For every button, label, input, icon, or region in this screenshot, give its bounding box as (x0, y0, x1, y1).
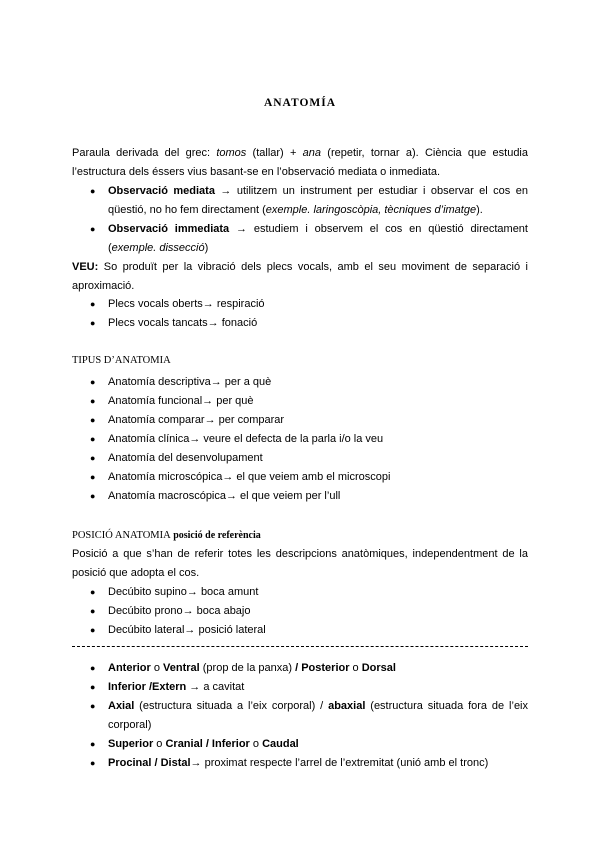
desc: o (150, 662, 164, 674)
page-title: ANATOMÍA (263, 97, 337, 109)
item-text: Anatomía del desenvolupament (108, 452, 263, 464)
list-item (72, 659, 528, 678)
bullet-icon: ● (90, 453, 96, 463)
bullet-icon: ● (90, 625, 96, 635)
list-item (72, 449, 528, 468)
desc-end: ) (204, 242, 209, 254)
list-item (72, 220, 528, 258)
term: / Posterior (295, 662, 350, 674)
term: Superior (108, 738, 154, 750)
intro-ana: ana (302, 147, 322, 159)
example: exemple. dissecció (111, 242, 205, 254)
bullet-icon: ● (90, 224, 96, 234)
bullet-icon: ● (90, 472, 96, 482)
desc: o (249, 738, 263, 750)
bullet-icon: ● (90, 739, 96, 749)
list-item (72, 295, 528, 314)
intro-tomos: tomos (216, 147, 247, 159)
bullet-icon: ● (90, 663, 96, 673)
bullet-icon: ● (90, 415, 96, 425)
term: Caudal (262, 738, 299, 750)
veu-text: So produït per la vibració dels plecs vocals, amb el seu moviment de separació i aproximació. (72, 261, 528, 292)
term: Ventral (163, 662, 200, 674)
example: exemple. laringoscòpia, tècniques d’imatge (265, 204, 477, 216)
list-item (72, 182, 528, 220)
list-item (72, 468, 528, 487)
desc: (estructura situada a l’eix corporal) / (134, 700, 329, 712)
desc: (prop de la panxa) (199, 662, 296, 674)
bullet-icon: ● (90, 758, 96, 768)
item-text: Anatomía funcional→ per què (108, 395, 254, 407)
intro-text-2: (tallar) + (246, 147, 303, 159)
intro-paragraph (72, 144, 528, 182)
posicio-list (72, 583, 528, 640)
list-item (72, 678, 528, 697)
posicio-paragraph: Posició a que s’han de referir totes les descripcions anatòmiques, independentment de la posició que adopta el cos. (72, 548, 528, 579)
item-text: Anatomía clínica→ veure el defecta de la parla i/o la veu (108, 433, 384, 445)
list-item (72, 583, 528, 602)
term: Observació immediata (108, 223, 230, 235)
bullet-icon: ● (90, 434, 96, 444)
heading-main: POSICIÓ ANATOMIA (72, 530, 171, 541)
desc: → proximat respecte l’arrel de l’extremitat (unió amb el tronc) (190, 757, 489, 769)
bullet-icon: ● (90, 491, 96, 501)
list-item (72, 373, 528, 392)
section-heading-tipus: TIPUS D’ANATOMIA (72, 355, 171, 366)
list-item (72, 602, 528, 621)
term: Axial (108, 700, 135, 712)
item-text: Plecs vocals tancats→ fonació (108, 317, 258, 329)
tipus-list (72, 373, 528, 506)
item-text: Plecs vocals oberts→ respiració (108, 298, 265, 310)
bullet-icon: ● (90, 396, 96, 406)
veu-label: VEU: (72, 261, 99, 273)
desc: o (153, 738, 166, 750)
item-text: Anatomía macroscópica→ el que veiem per l’ull (108, 490, 341, 502)
term: Dorsal (361, 662, 396, 674)
veu-bullet-list (72, 295, 528, 333)
direction-list (72, 659, 528, 773)
list-item (72, 487, 528, 506)
desc: (estructura situada fora de l’eix corporal) (108, 700, 529, 731)
bullet-icon: ● (90, 318, 96, 328)
list-item (72, 411, 528, 430)
term: Inferior /Extern (108, 681, 187, 693)
item-text: Decúbito lateral→ posició lateral (108, 624, 266, 636)
dashed-divider (72, 646, 528, 647)
desc-end: ). (476, 204, 483, 216)
bullet-icon: ● (90, 606, 96, 616)
intro-text-3: (repetir, tornar a). Ciència que estudia l’estructura dels éssers vius basant-se en l’observació mediata o inmediata. (72, 147, 528, 178)
term: Anterior (108, 662, 151, 674)
bullet-icon: ● (90, 377, 96, 387)
item-text: Anatomía comparar→ per comparar (108, 414, 285, 426)
term: Cranial / Inferior (165, 738, 250, 750)
term: Observació mediata (108, 185, 215, 197)
item-text: Anatomía microscópica→ el que veiem amb el microscopi (108, 471, 391, 483)
desc: → utilitzem un instrument per estudiar i observar el cos en qüestió, no ho fem directament ( (108, 185, 528, 216)
veu-paragraph (72, 258, 528, 296)
desc: o (349, 662, 362, 674)
list-item (72, 735, 528, 754)
list-item (72, 621, 528, 640)
list-item (72, 754, 528, 773)
intro-bullet-list (72, 182, 528, 258)
item-text: Decúbito prono→ boca abajo (108, 605, 251, 617)
bullet-icon: ● (90, 587, 96, 597)
item-text: Decúbito supino→ boca amunt (108, 586, 259, 598)
bullet-icon: ● (90, 682, 96, 692)
term: abaxial (328, 700, 366, 712)
item-text: Anatomía descriptiva→ per a què (108, 376, 272, 388)
bullet-icon: ● (90, 701, 96, 711)
list-item (72, 392, 528, 411)
section-heading-posicio (72, 530, 261, 541)
desc: → estudiem i observem el cos en qüestió directament ( (108, 223, 528, 254)
list-item (72, 314, 528, 333)
bullet-icon: ● (90, 186, 96, 196)
desc: → a cavitat (186, 681, 245, 693)
term: Procinal / Distal (108, 757, 191, 769)
intro-text-1: Paraula derivada del grec: (72, 147, 217, 159)
list-item (72, 697, 528, 735)
list-item (72, 430, 528, 449)
heading-sub: posició de referència (170, 530, 261, 541)
bullet-icon: ● (90, 299, 96, 309)
